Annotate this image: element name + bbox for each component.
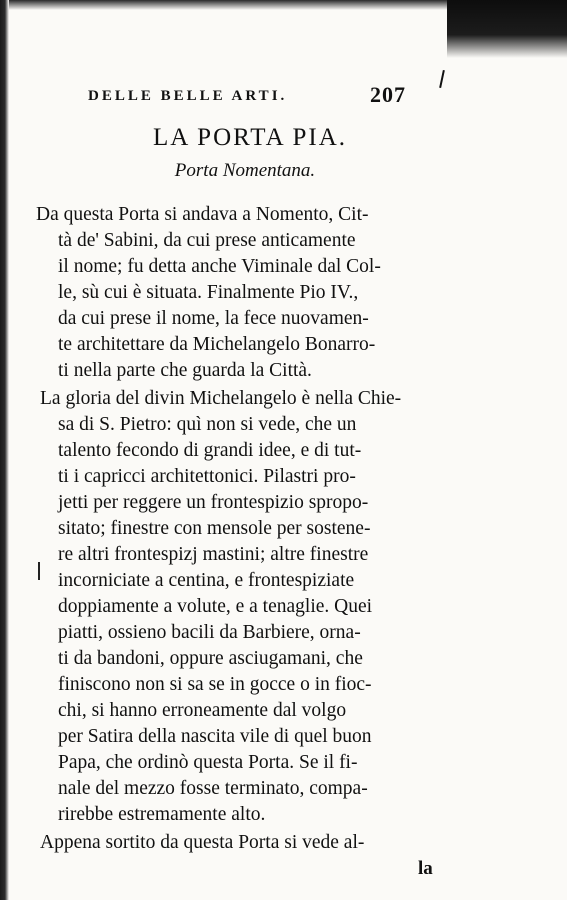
- text-line: ti nella parte che guarda la Città.: [58, 360, 312, 381]
- section-title: LA PORTA PIA.: [152, 124, 348, 151]
- text-line: il nome; fu detta anche Viminale dal Col-: [58, 256, 381, 277]
- page-number: 207: [370, 82, 406, 107]
- text-line: finiscono non si sa se in gocce o in fioc-: [58, 674, 372, 695]
- text-line: Da questa Porta si andava a Nomento, Cit-: [36, 204, 369, 225]
- text-line: nale del mezzo fosse terminato, compa-: [58, 778, 368, 799]
- text-line: sitato; finestre con mensole per sostene-: [58, 518, 371, 539]
- text-line: chi, si hanno erroneamente dal volgo: [58, 700, 347, 721]
- text-line: sa di S. Pietro: quì non si vede, che un: [58, 414, 357, 435]
- running-head: DELLE BELLE ARTI.: [88, 88, 288, 104]
- text-line: Appena sortito da questa Porta si vede al-: [40, 832, 365, 853]
- text-line: per Satira della nascita vile di quel buon: [58, 726, 372, 747]
- text-line: da cui prese il nome, la fece nuovamen-: [58, 308, 369, 329]
- margin-bracket-mark: [38, 562, 40, 580]
- text-line: re altri frontespizj mastini; altre finestre: [58, 544, 369, 565]
- text-line: le, sù cui è situata. Finalmente Pio IV.,: [58, 282, 359, 303]
- text-line: piatti, ossieno bacili da Barbiere, orna-: [58, 622, 361, 643]
- section-subtitle: Porta Nomentana.: [174, 160, 316, 181]
- text-line: La gloria del divin Michelangelo è nella Chie-: [40, 388, 402, 409]
- text-line: Papa, che ordinò questa Porta. Se il fi-: [58, 752, 358, 773]
- text-line: incorniciate a centina, e frontespiziate: [58, 570, 355, 591]
- text-line: rirebbe estremamente alto.: [58, 804, 266, 825]
- text-line: te architettare da Michelangelo Bonarro-: [58, 334, 376, 355]
- text-line: ti i capricci architettonici. Pilastri pro-: [58, 466, 356, 487]
- text-line: jetti per reggere un frontespizio spropo-: [58, 492, 369, 513]
- text-line: ti da bandoni, oppure asciugamani, che: [58, 648, 363, 669]
- text-line: talento fecondo di grandi idee, e di tut-: [58, 440, 362, 461]
- catchword: la: [418, 858, 433, 879]
- text-line: doppiamente a volute, e a tenaglie. Quei: [58, 596, 373, 617]
- text-line: tà de' Sabini, da cui prese anticamente: [58, 230, 356, 251]
